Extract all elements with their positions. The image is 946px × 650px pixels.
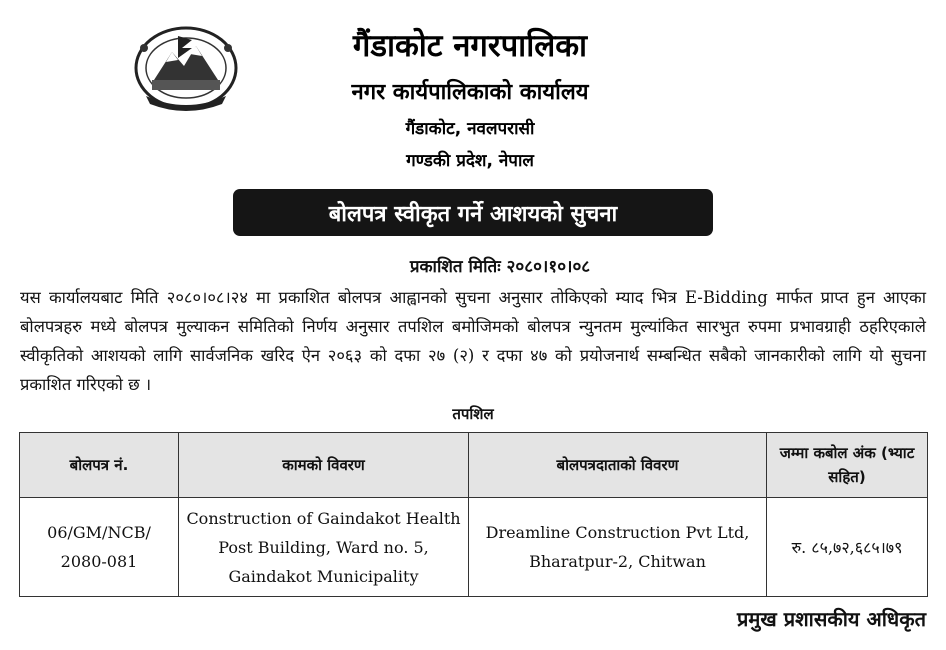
bid-schedule-table (19, 432, 928, 597)
nepal-emblem-logo (132, 18, 240, 116)
office-name: नगर कार्यपालिकाको कार्यालय (351, 80, 589, 105)
bid-no-cell: 06/GM/NCB/ 2080-081 (20, 498, 179, 597)
col-header-total-bid-amount: जम्मा कबोल अंक (भ्याट सहित) (767, 433, 928, 498)
col-header-work-description: कामको विवरण (179, 433, 469, 498)
province: गण्डकी प्रदेश, नेपाल (406, 151, 534, 171)
published-date: प्रकाशित मितिः २०८०।१०।०८ (409, 257, 591, 277)
notice-title-banner: बोलपत्र स्वीकृत गर्ने आशयको सुचना (233, 189, 713, 236)
schedule-heading: तपशिल (452, 405, 494, 423)
work-description-cell: Construction of Gaindakot Health Post Building, Ward no. 5, Gaindakot Municipality (179, 498, 469, 597)
table-header-row (20, 433, 928, 498)
bid-amount-cell: रु. ८५,७२,६८५।७९ (767, 498, 928, 597)
bidder-details-cell: Dreamline Construction Pvt Ltd, Bharatpur-2, Chitwan (469, 498, 767, 597)
address: गैंडाकोट, नवलपरासी (405, 119, 535, 139)
signatory-title: प्रमुख प्रशासकीय अधिकृत (737, 607, 926, 631)
notice-body: यस कार्यालयबाट मिति २०८०।०८।२४ मा प्रकाशित बोलपत्र आह्वानको सुचना अनुसार तोकिएको म्याद भित्र E-Bidding मार्फत प्राप्त हुन आएका बोलपत्रहरु मध्ये बोलपत्र मुल्याकन समितिको निर्णय अनुसार तपशिल बमोजिमको बोलपत्र न्युनतम मुल्यांकित सारभुत रुपमा प्रभावग्राही ठहरिएकाले स्वीकृतिको आशयको लागि सार्वजनिक खरिद ऐन २०६३ को दफा २७ (२) र दफा ४७ को प्रयोजनार्थ सम्बन्धित सबैको जानकारीको लागि यो सुचना प्रकाशित गरिएको छ । (20, 288, 926, 394)
col-header-bidder-details: बोलपत्रदाताको विवरण (469, 433, 767, 498)
col-header-bid-no: बोलपत्र नं. (20, 433, 179, 498)
table-row (20, 498, 928, 597)
org-name: गैंडाकोट नगरपालिका (352, 28, 588, 64)
